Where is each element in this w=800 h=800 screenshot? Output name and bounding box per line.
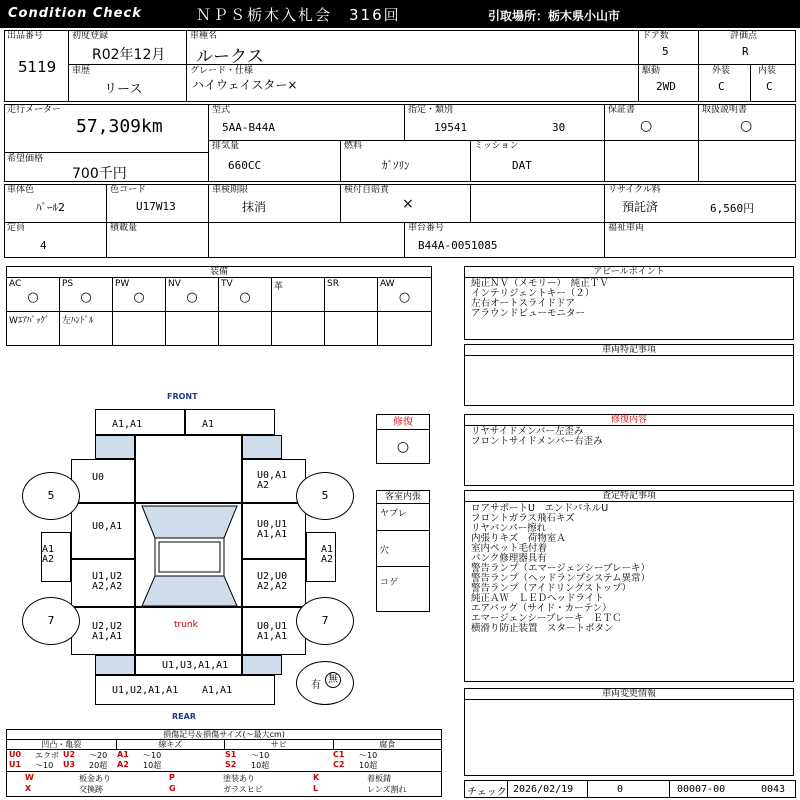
legend-code: U0 [9, 750, 22, 759]
legend-desc: ～10 [143, 751, 162, 760]
right-front-fender-text: U0,A1 A2 [257, 470, 288, 491]
rear-bumper-right-text: A1,A1 [202, 685, 233, 696]
warranty-label: 保証書 [608, 105, 636, 115]
equipment-label: 左ﾊﾝﾄﾞﾙ [62, 316, 94, 326]
legend-desc: ～10 [251, 751, 270, 760]
equipment-cell [325, 312, 378, 346]
chassis-number: B44A-0051085 [418, 239, 498, 252]
model: 5AA-B44A [222, 121, 275, 134]
right-headlight [242, 435, 282, 459]
equipment-cell [60, 278, 113, 312]
equipment-cell [166, 278, 219, 312]
change-info-box [464, 688, 794, 776]
pickup-location: 引取場所：栃木県小山市 [488, 9, 621, 23]
tire-rear-left-text: 7 [47, 614, 55, 627]
legend-code: L [313, 784, 319, 793]
form-title: Condition Check [8, 6, 142, 21]
check-count: 0 [617, 784, 624, 795]
check-label: チェック [467, 787, 507, 798]
repair-title: 修復 [377, 415, 429, 430]
legend-desc: レンズ割れ [367, 785, 407, 794]
left-quarter [71, 607, 135, 655]
color-code: U17W13 [136, 200, 176, 213]
rear-bumper-left-text: U1,U2,A1,A1 [112, 685, 179, 696]
legend-desc: 10超 [251, 761, 270, 770]
trunk [135, 607, 242, 655]
damage-legend [6, 729, 442, 797]
legend-desc: 着板錆 [367, 774, 391, 783]
equipment-value: ○ [186, 290, 198, 305]
recycle-status: 預託済 [622, 200, 659, 214]
equipment-cell [378, 312, 431, 346]
inspection-notes-text: ロアサポートU エンドパネルU フロントガラス飛石キズ リヤバンパー擦れ 内張りキズ 荷物室Ａ 室内ペット毛付着 パンク修理器具有 警告ランプ（エマージェンシーブレーキ） 警告ランプ（ヘッドランプシステム異常） 警告ランプ（アイドリングストップ） 純正ＡＷ ＬＥＤヘッドライト エアバッグ（サイド・カーテン） エマージェンシーブレーキ ＥＴＣ 横滑り防止装置 スタートボタン [471, 503, 651, 634]
front-bumper-left [95, 409, 185, 435]
equipment-label: TV [221, 279, 233, 289]
mission: DAT [512, 159, 532, 172]
legend-desc: ガラスヒビ [223, 785, 263, 794]
price-label: 希望価格 [7, 154, 44, 164]
legend-desc: ～10 [35, 761, 54, 770]
appeal-title: アピールポイント [465, 267, 793, 278]
first-reg-label: 初度登録 [72, 31, 109, 41]
left-taillight [95, 655, 135, 675]
special-box [464, 344, 794, 406]
interior-box [376, 490, 430, 612]
tire-rear-right [296, 597, 354, 645]
drive: 2WD [656, 80, 676, 93]
equipment-label: Wｴｱﾊﾞｯｸﾞ [9, 316, 50, 326]
capacity: 4 [40, 239, 47, 252]
tax-label: 検付自賠責 [344, 185, 390, 195]
equipment-value: ○ [133, 290, 145, 305]
legend-code: W [25, 773, 34, 782]
manual-label: 取扱説明書 [702, 105, 748, 115]
hood [135, 435, 242, 503]
doors-label: ドア数 [642, 31, 669, 41]
equipment-cell [272, 312, 325, 346]
check-date: 2026/02/19 [513, 784, 574, 795]
inspection-notes-title: 査定特記事項 [465, 491, 793, 502]
legend-code: C2 [333, 760, 345, 769]
equipment-cell [60, 312, 113, 346]
cabin-windows [136, 504, 243, 608]
right-rear-door-text: U2,U0 A2,A2 [257, 571, 288, 592]
left-front-fender-text: U0 [92, 472, 105, 483]
inspection-notes-box [464, 490, 794, 682]
spare-tire [296, 661, 354, 705]
rear-label: REAR [172, 712, 196, 721]
legend-code: U3 [63, 760, 76, 769]
mission-label: ミッション [474, 141, 519, 151]
car-diagram [0, 360, 370, 722]
left-front-door-text: U0,A1 [92, 521, 123, 532]
front-bumper-right [185, 409, 275, 435]
left-pillar-text: A1 A2 [42, 544, 55, 565]
legend-code: S2 [225, 760, 237, 769]
legend-desc: 10超 [143, 761, 162, 770]
header-bar [0, 0, 800, 28]
vehicle-info-bottom [4, 184, 796, 258]
fuel: ｶﾞｿﾘﾝ [382, 159, 410, 172]
legend-desc: 10超 [359, 761, 378, 770]
rear-bumper [95, 675, 275, 705]
body-color: ﾊﾟｰﾙ2 [36, 201, 65, 214]
mileage-label: 走行メーター [7, 105, 62, 115]
legend-group: サビ [224, 740, 333, 750]
rating-label: 評価点 [730, 31, 758, 41]
left-headlight [95, 435, 135, 459]
repair-detail-box [464, 414, 794, 486]
warranty: ○ [640, 118, 653, 134]
equipment-value: ○ [239, 290, 251, 305]
equipment-cell [325, 278, 378, 312]
interior-burn: コゲ [380, 578, 399, 588]
tax: × [402, 196, 414, 212]
color-label: 車体色 [7, 185, 35, 195]
legend-code: C1 [333, 750, 345, 759]
designation-1: 19541 [434, 121, 468, 134]
repair-box [376, 414, 430, 464]
spare-label: 有 [311, 680, 321, 691]
right-quarter-text: U0,U1 A1,A1 [257, 621, 288, 642]
inspection: 抹消 [242, 200, 267, 214]
designation-label: 指定・類別 [408, 105, 454, 115]
legend-body [7, 740, 441, 796]
equipment-cell [113, 312, 166, 346]
right-front-door [242, 503, 306, 559]
equipment-value: ○ [27, 290, 39, 305]
front-label: FRONT [167, 392, 198, 401]
trunk-label: trunk [174, 620, 198, 630]
tire-front-left-text: 5 [47, 489, 55, 502]
tire-front-right-text: 5 [321, 489, 329, 502]
legend-group: 線キズ [116, 740, 225, 750]
model-label: 型式 [212, 105, 231, 115]
price: 700千円 [72, 166, 127, 182]
code-1: 00007-00 [677, 784, 726, 795]
first-reg: R02年12月 [92, 47, 166, 63]
interior-tear: ヤブレ [380, 509, 407, 519]
legend-code: P [169, 773, 175, 782]
tire-rear-right-text: 7 [321, 614, 329, 627]
manual: ○ [740, 118, 753, 134]
equipment-label: PS [62, 279, 74, 289]
rear-panel [135, 655, 242, 675]
equipment-cell [166, 312, 219, 346]
legend-desc: エクボ [35, 751, 59, 760]
equipment-title: 装備 [7, 267, 431, 278]
front-bumper-left-text: A1,A1 [112, 419, 143, 430]
equipment-label: AC [9, 279, 22, 289]
right-front-door-text: U0,U1 A1,A1 [257, 519, 288, 540]
repair-detail-title: 修復内容 [465, 415, 793, 426]
appeal-box [464, 266, 794, 340]
left-quarter-text: U2,U2 A1,A1 [92, 621, 123, 642]
legend-code: U2 [63, 750, 76, 759]
chassis-label: 車台番号 [408, 223, 445, 233]
history-label: 車歴 [72, 66, 91, 76]
equipment-value: ○ [398, 290, 411, 305]
recycle-fee: 6,560円 [710, 202, 755, 215]
grade: ハイウェイスター× [192, 78, 298, 92]
repair-value: ○ [396, 439, 410, 455]
left-pillar [41, 532, 71, 582]
drive-label: 駆動 [642, 66, 661, 76]
auction-name: ＮＰＳ栃木入札会 316回 [196, 6, 401, 24]
code-2: 0043 [761, 784, 786, 795]
cabin [135, 503, 242, 607]
history: リース [104, 82, 143, 97]
change-info-title: 車両変更情報 [465, 689, 793, 700]
legend-code: G [169, 784, 176, 793]
left-rear-door-text: U1,U2 A2,A2 [92, 571, 123, 592]
legend-desc: 交換跡 [79, 785, 103, 794]
right-pillar [306, 532, 336, 582]
equipment-cell [7, 312, 60, 346]
legend-code: U1 [9, 760, 22, 769]
equipment-cell [7, 278, 60, 312]
right-pillar-text: A1 A2 [321, 544, 334, 565]
capacity-label: 定員 [7, 223, 26, 233]
load-label: 積載量 [110, 223, 138, 233]
exterior: C [718, 80, 725, 93]
rear-panel-text: U1,U3,A1,A1 [162, 660, 229, 671]
tire-front-right [296, 472, 354, 520]
welfare-label: 福祉車両 [608, 223, 645, 233]
ext-label: 外装 [712, 66, 731, 76]
legend-code: K [313, 773, 320, 782]
interior-title: 客室内張 [377, 491, 429, 504]
right-rear-door [242, 559, 306, 607]
equipment-label: AW [380, 279, 395, 289]
legend-desc: 塗装あり [223, 774, 255, 783]
legend-desc: ～10 [359, 751, 378, 760]
mileage: 57,309km [76, 116, 163, 137]
legend-code: X [25, 784, 32, 793]
doors: 5 [662, 45, 669, 58]
legend-group: 腐食 [333, 740, 442, 750]
legend-desc: 板金あり [79, 774, 111, 783]
equipment-cell [219, 312, 272, 346]
spare-value: 無 [325, 672, 341, 688]
displacement-label: 排気量 [212, 141, 240, 151]
equipment-label: NV [168, 279, 181, 289]
footer-bar [464, 780, 796, 798]
tire-front-left [22, 472, 80, 520]
legend-desc: ～20 [89, 751, 108, 760]
left-rear-door [71, 559, 135, 607]
legend-group: 凹凸・亀裂 [7, 740, 116, 750]
designation-2: 30 [552, 121, 566, 134]
interior-grade: C [766, 80, 773, 93]
front-bumper-right-text: A1 [202, 419, 215, 430]
car-name: ルークス [196, 47, 264, 67]
legend-code: A2 [117, 760, 129, 769]
equipment-label: 革 [274, 282, 284, 292]
grade-label: グレード・仕様 [190, 66, 254, 76]
recycle-label: リサイクル料 [608, 185, 661, 195]
color-code-label: 色コード [110, 185, 147, 195]
equipment-box [6, 266, 432, 346]
name-label: 車種名 [190, 31, 218, 41]
legend-desc: 20超 [89, 761, 108, 770]
repair-detail-text: リヤサイドメンバー左歪み フロントサイドメンバー右歪み [471, 426, 603, 447]
rating: R [742, 45, 749, 58]
int-label: 内装 [758, 66, 777, 76]
left-front-door [71, 503, 135, 559]
lot-number: 5119 [18, 58, 57, 76]
equipment-value: ○ [80, 290, 92, 305]
legend-code: A1 [117, 750, 129, 759]
displacement: 660CC [228, 159, 262, 172]
equipment-cell [378, 278, 431, 312]
equipment-cell [113, 278, 166, 312]
left-front-fender [71, 459, 135, 503]
equipment-label: SR [327, 279, 339, 289]
equipment-grid [7, 278, 431, 346]
equipment-cell [272, 278, 325, 312]
equipment-cell [219, 278, 272, 312]
fuel-label: 燃料 [344, 141, 363, 151]
inspection-label: 車検期限 [212, 185, 249, 195]
appeal-text: 純正ＮＶ（メモリー） 純正ＴＶ インテリジェントキー（２） 左右オートスライドドア アラウンドビューモニター [471, 278, 609, 319]
legend-title: 損傷記号＆損傷サイズ(～最大cm) [7, 730, 441, 740]
tire-rear-left [22, 597, 80, 645]
special-title: 車両特記事項 [465, 345, 793, 356]
equipment-label: PW [115, 279, 130, 289]
right-taillight [242, 655, 282, 675]
legend-code: S1 [225, 750, 237, 759]
interior-hole: 穴 [380, 546, 390, 556]
